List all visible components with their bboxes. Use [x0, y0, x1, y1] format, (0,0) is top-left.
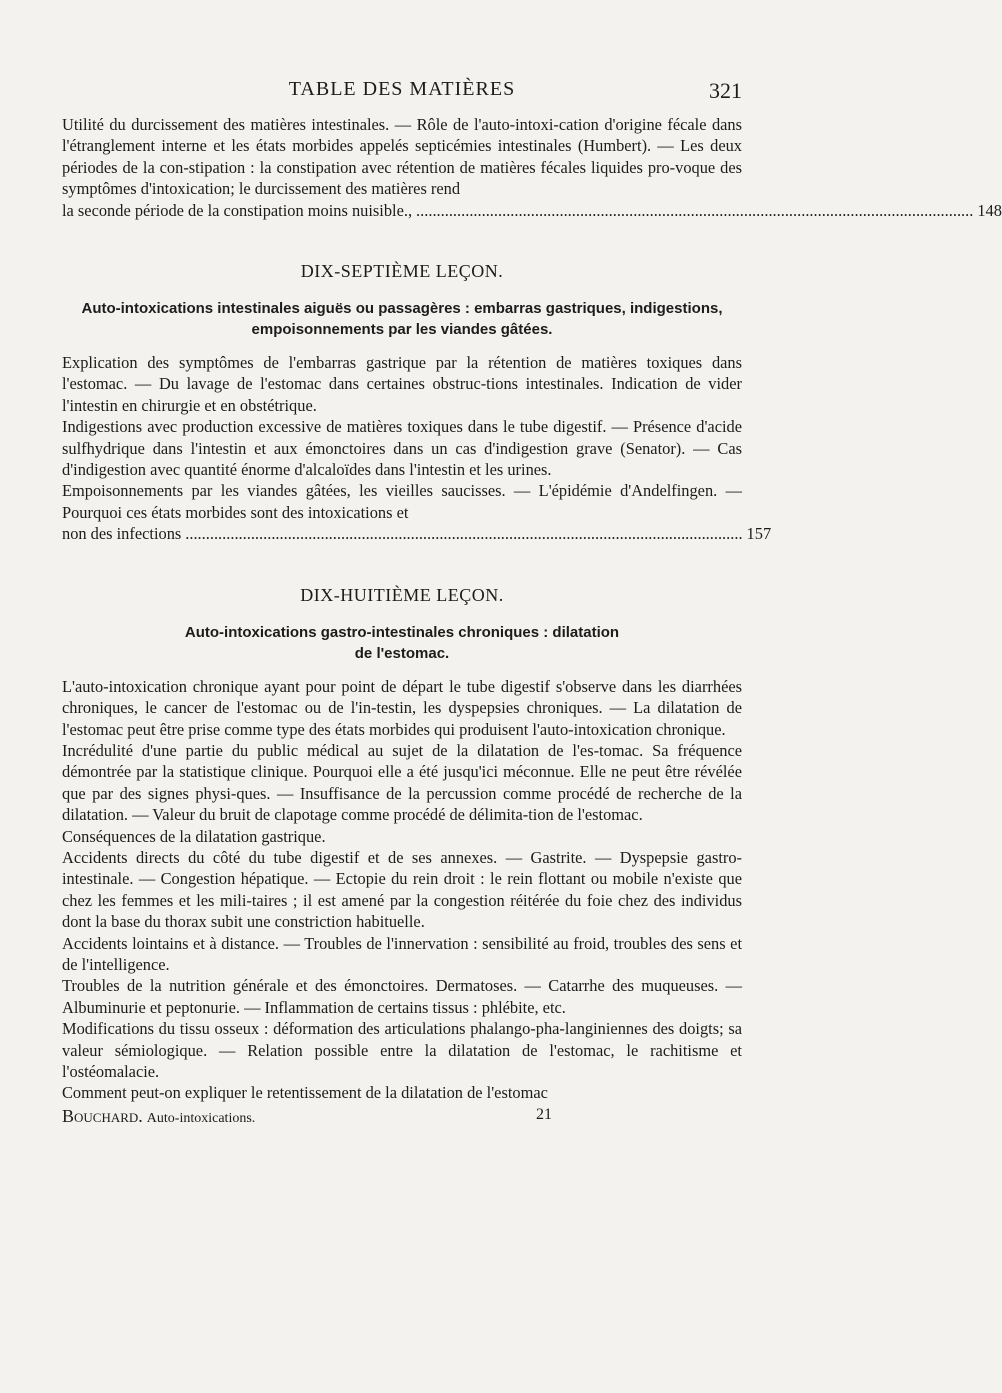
- page-number: 321: [709, 78, 742, 103]
- lecon-17-heading: DIX-SEPTIÈME LEÇON.: [300, 261, 504, 282]
- toc-entry-last-line: [62, 523, 772, 544]
- footer-credit: [62, 1106, 255, 1127]
- toc-entry: Explication des symptômes de l'embarras gastrique par la rétention de matières toxiques dans l'estomac. — Du lavage de l'estomac dans certaines obstruc-tions intestinales. Indication de vider l'intestin en chirurgie et en obstétrique.: [62, 353, 742, 415]
- dot-leader: ........................................................................................................................................: [416, 200, 974, 220]
- page: [62, 78, 1002, 1127]
- toc-entry: L'auto-intoxication chronique ayant pour point de départ le tube digestif s'observe dans les diarrhées chroniques, le cancer de l'estomac ou de l'in-testin, les dyspepsies chroniques. — La dilatation de l'estomac peut être prise comme type des états morbides qui produisent l'auto-intoxication chronique.: [62, 676, 742, 739]
- toc-entry-text: Utilité du durcissement des matières intestinales. — Rôle de l'auto-intoxi-cation d'origine fécale dans l'étranglement interne et les états morbides appelés septicémies intestinales (Humbert). — Les deux périodes de la con-stipation : la constipation avec rétention de matières fécales liquides pro-voque des symptômes d'intoxication; le durcissement des matières rend: [62, 115, 742, 199]
- footer-author: Bouchard.: [62, 1105, 143, 1126]
- lecon-18-heading: DIX-HUITIÈME LEÇON.: [300, 584, 504, 605]
- running-title: TABLE DES MATIÈRES: [288, 78, 516, 100]
- toc-entry-last-text: la seconde période de la constipation moins nuisible.,: [62, 200, 413, 220]
- toc-entry: Accidents directs du côté du tube digestif et de ses annexes. — Gastrite. — Dyspepsie gastro-intestinale. — Congestion hépatique. — Ectopie du rein droit : le rein flottant ou mobile n'existe que chez les femmes et les mili-taires ; il est amené par la congestion réitérée du foie chez des individus dont la base du thorax subit une constriction habituelle.: [62, 847, 742, 932]
- toc-entry-last-text: non des infections: [62, 524, 182, 544]
- lecon-18-subtitle: [62, 622, 742, 664]
- dot-leader: ........................................................................................................................................: [185, 524, 743, 544]
- toc-entry: Incrédulité d'une partie du public médical au sujet de la dilatation de l'es-tomac. Sa fréquence démontrée par la statistique clinique. Pourquoi elle a été jusqu'ici méconnue. Elle ne peut être révélée que par des signes physi-ques. — Insuffisance de la percussion comme procédé de recherche de la dilatation. — Valeur du bruit de clapotage comme procédé de délimita-tion de l'estomac.: [62, 740, 742, 825]
- toc-page-ref: 148: [977, 200, 1002, 220]
- toc-entry: Comment peut-on expliquer le retentissement de la dilatation de l'estomac: [62, 1083, 548, 1103]
- footer-work: Auto-intoxications.: [146, 1110, 256, 1126]
- footer-signature: 21: [536, 1105, 552, 1123]
- toc-entry: Conséquences de la dilatation gastrique.: [62, 826, 326, 846]
- page-footer: [62, 1106, 742, 1127]
- toc-entry: Troubles de la nutrition générale et des émonctoires. Dermatoses. — Catarrhe des muqueuses. — Albuminurie et peptonurie. — Inflammation de certains tissus : phlébite, etc.: [62, 976, 742, 1017]
- toc-page-ref: 157: [746, 524, 772, 544]
- toc-entry: Indigestions avec production excessive de matières toxiques dans le tube digestif. — Présence d'acide sulfhydrique dans l'intestin et aux émonctoires dans un cas d'indigestion grave (Senator). — Cas d'indigestion avec quantité énorme d'alcaloïdes dans l'intestin et les urines.: [62, 417, 742, 480]
- lecon-18-subtitle-line-2: de l'estomac.: [354, 644, 450, 662]
- toc-entry: Empoisonnements par les viandes gâtées, les vieilles saucisses. — L'épidémie d'Andelfingen. — Pourquoi ces états morbides sont des intoxications et: [62, 481, 742, 522]
- toc-entry: Modifications du tissu osseux : déformation des articulations phalango-pha-langiniennes des doigts; sa valeur sémiologique. — Relation possible entre la dilatation de l'estomac, le rachitisme et l'ostéomalacie.: [62, 1019, 742, 1081]
- toc-entry-last-line: [62, 200, 1002, 221]
- running-head: [62, 78, 742, 106]
- lecon-18-subtitle-line-1: Auto-intoxications gastro-intestinales chroniques : dilatation: [184, 623, 620, 641]
- toc-entry: Accidents lointains et à distance. — Troubles de l'innervation : sensibilité au froid, troubles des sens et de l'intelligence.: [62, 933, 742, 974]
- lecon-17-subtitle: Auto-intoxications intestinales aiguës ou passagères : embarras gastriques, indigestions, empoisonnements par les viandes gâtées.: [81, 300, 723, 339]
